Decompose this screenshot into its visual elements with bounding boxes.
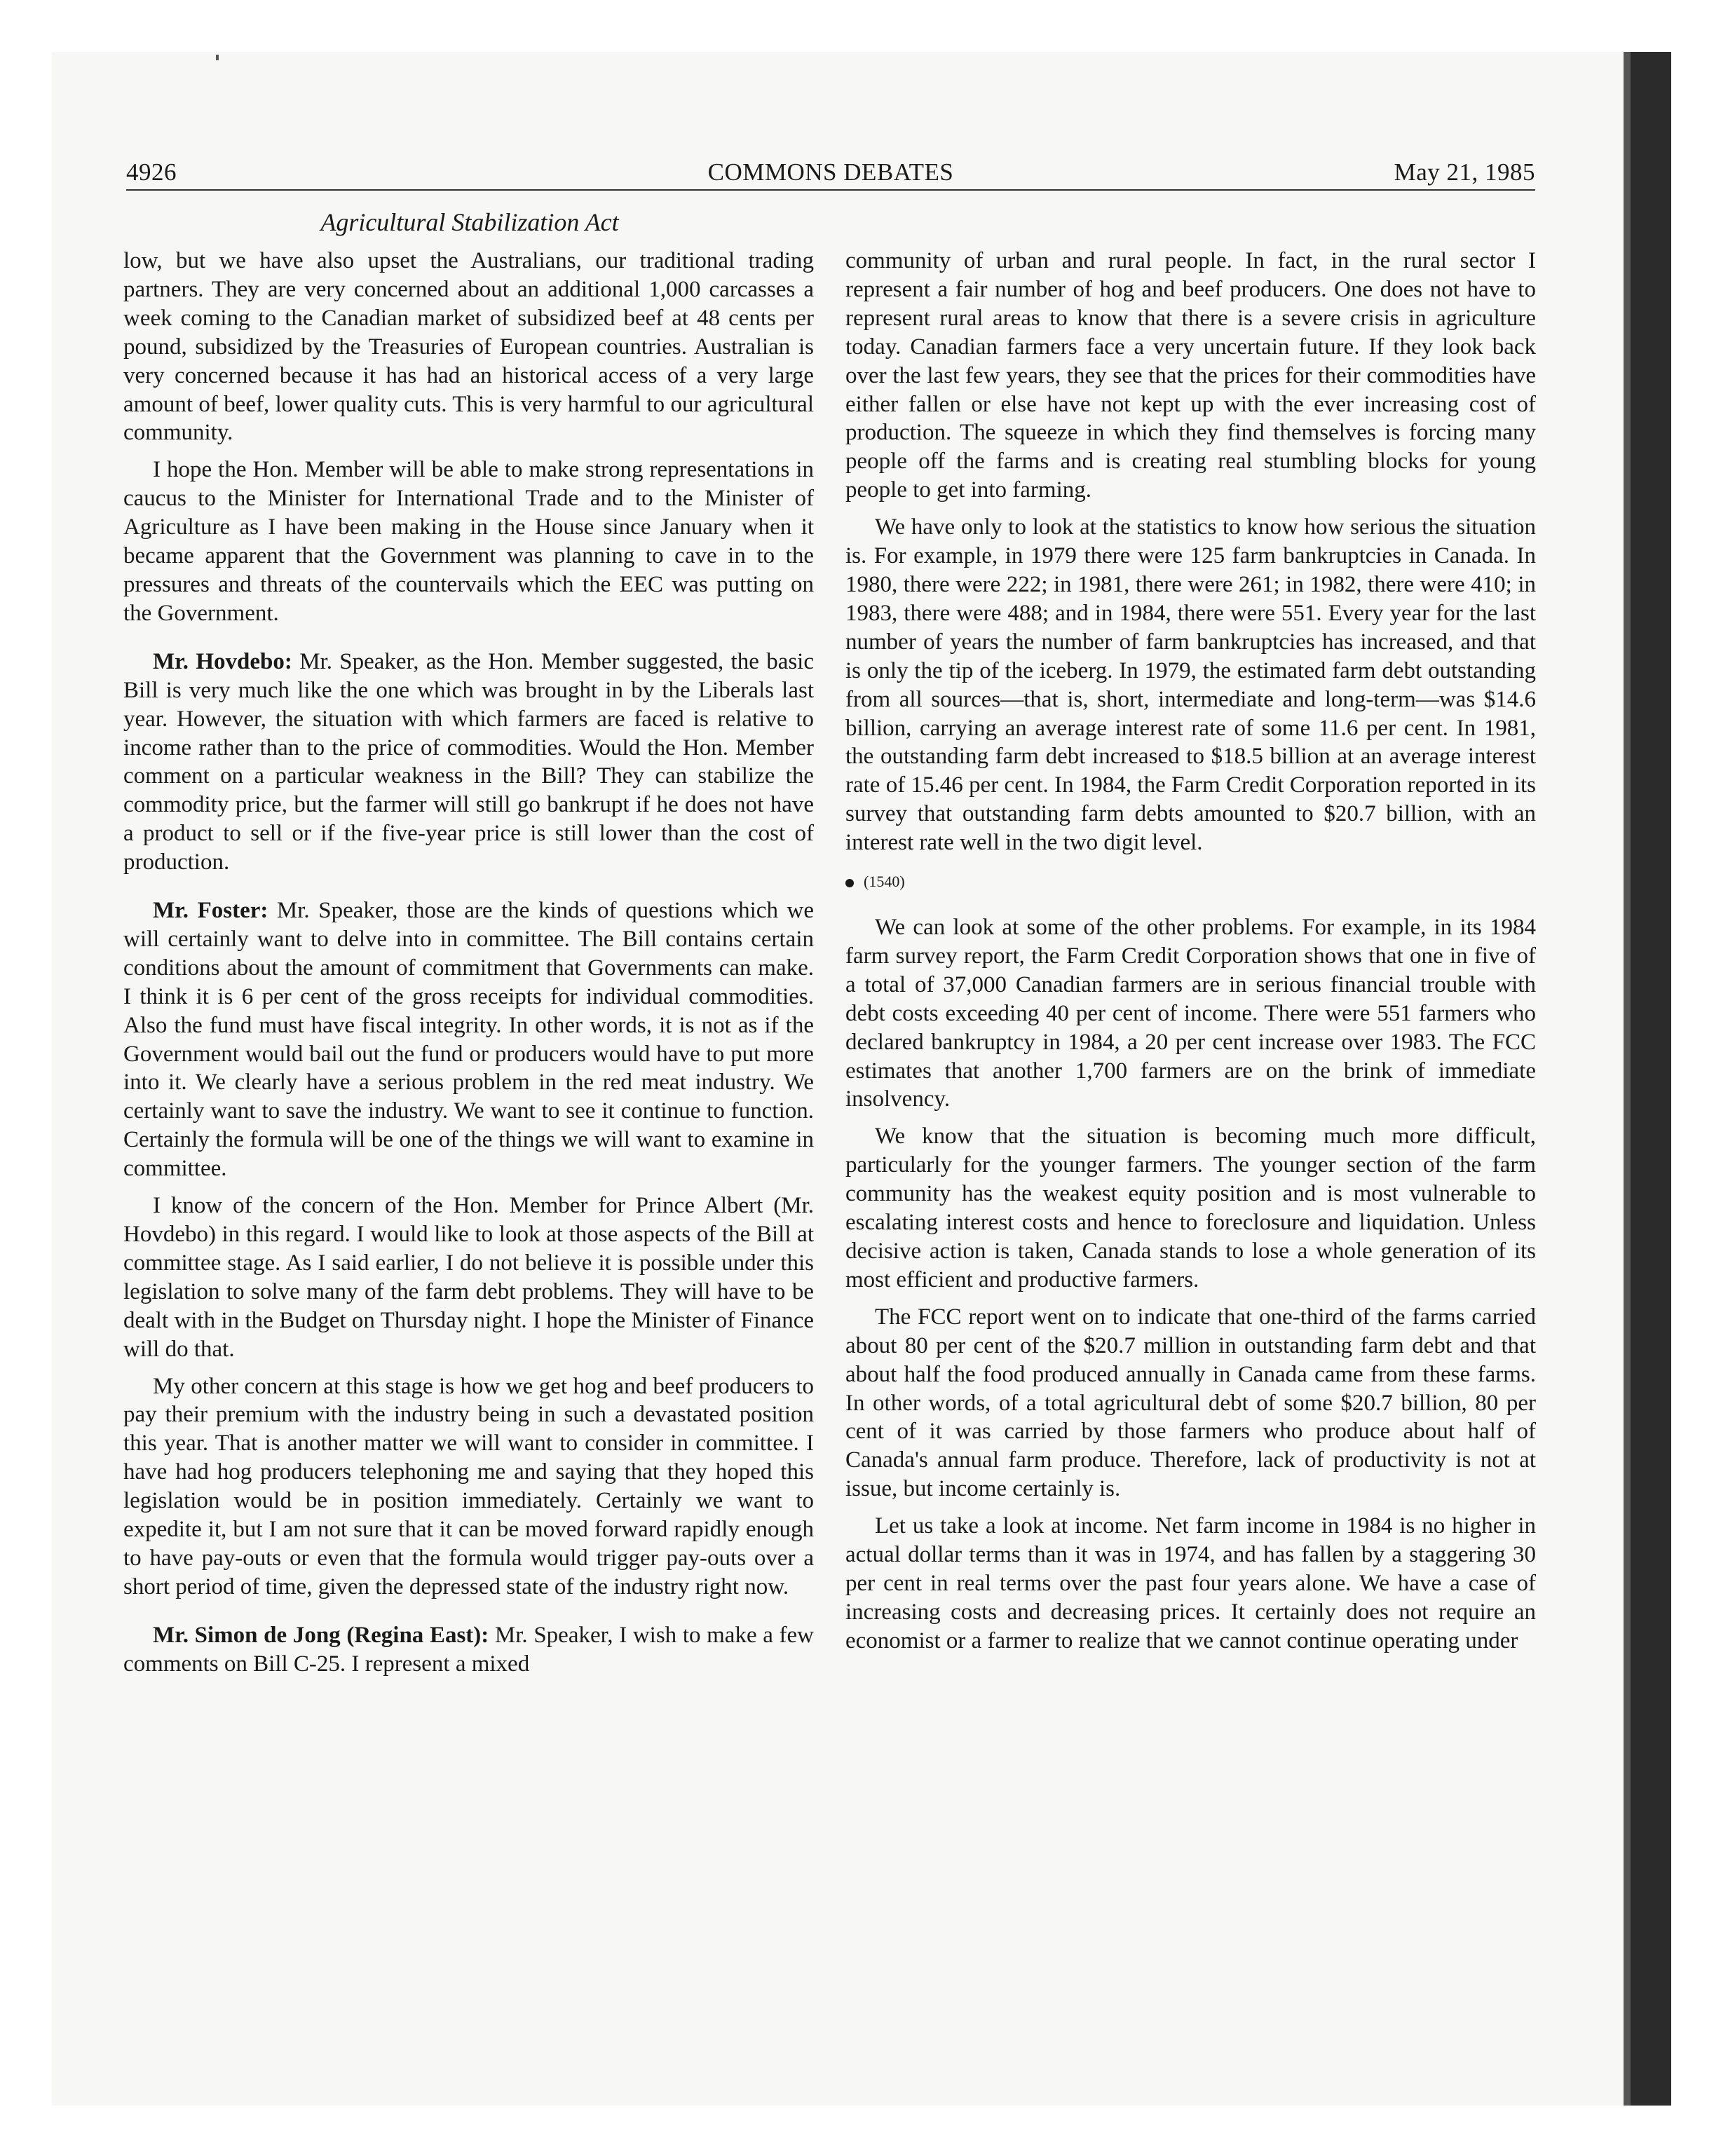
paragraph: We know that the situation is becoming much more difficult, particularly for the younger farmers. The younger section of the farm community has the weakest equity position and is most vulnerable to escalating interest costs and hence to foreclosure and liquidation. Unless decisive action is taken, Canada stands to lose a whole generation of its most efficient and productive farmers.	[845, 1124, 1536, 1292]
right-column	[845, 247, 1536, 1656]
speech-text: Mr. Speaker, as the Hon. Member suggested, the basic Bill is very much like the one which was brought in by the Liberals last year. However, the situation with which farmers are faced is relative to income rather than to the price of commodities. Would the Hon. Member comment on a particular weakness in the Bill? They can stabilize the commodity price, but the farmer will still go bankrupt if he does not have a product to sell or if the five-year price is still lower than the cost of production.	[123, 648, 814, 875]
paragraph: My other concern at this stage is how we get hog and beef producers to pay their premium with the industry being in such a devastated position this year. That is another matter we will want to consider in committee. I have had hog producers telephoning me and saying that they hoped this legislation would be in position immediately. Certainly we want to expedite it, but I am not sure that it can be moved forward rapidly enough to have pay-outs or even that the formula would trigger pay-outs over a short period of time, given the depressed state of the industry right now.	[123, 1373, 814, 1599]
speaker-name: Mr. Hovdebo:	[153, 648, 292, 674]
speech-paragraph	[123, 648, 814, 877]
paragraph: I know of the concern of the Hon. Member for Prince Albert (Mr. Hovdebo) in this regard. I would like to look at those aspects of the Bill at committee stage. As I said earlier, I do not believe it is possible under this legislation to solve many of the farm debt problems. They will have to be dealt with in the Budget on Thursday night. I hope the Minister of Finance will do that.	[123, 1193, 814, 1362]
left-column	[123, 247, 814, 1679]
speaker-name: Mr. Simon de Jong (Regina East):	[153, 1622, 489, 1648]
speech-text: Mr. Speaker, I wish to make a few comments on Bill C-25. I represent a mixed	[123, 1622, 814, 1677]
scan-speck	[216, 55, 219, 60]
scan-edge-highlight	[1624, 52, 1631, 2106]
paragraph: low, but we have also upset the Australians, our traditional trading partners. They are very concerned about an additional 1,000 carcasses a week coming to the Canadian market of subsidized beef at 48 cents per pound, subsidized by the Treasuries of European countries. Australian is very concerned because it has had an historical access of a very large amount of beef, lower quality cuts. This is very harmful to our agricultural community.	[123, 248, 814, 446]
bullet-icon	[845, 879, 854, 887]
paragraph: I hope the Hon. Member will be able to make strong representations in caucus to the Minister for International Trade and to the Minister of Agriculture as I have been making in the House since January when it became apparent that the Government was planning to cave in to the pressures and threats of the countervails which the EEC was putting on the Government.	[123, 457, 814, 626]
publication-date: May 21, 1985	[1394, 158, 1535, 186]
time-marker-text: (1540)	[864, 873, 905, 891]
running-header	[126, 157, 1535, 191]
paragraph: The FCC report went on to indicate that one-third of the farms carried about 80 per cent of the $20.7 million in outstanding farm debt and that about half the food produced annually in Canada came from these farms. In other words, of a total agricultural debt of some $20.7 billion, 80 per cent of it was carried by those farmers who produce about half of Canada's annual farm produce. Therefore, lack of productivity is not at issue, but income certainly is.	[845, 1304, 1536, 1502]
paragraph: We can look at some of the other problems. For example, in its 1984 farm survey report, the Farm Credit Corporation shows that one in five of a total of 37,000 Canadian farmers are in serious financial trouble with debt costs exceeding 40 per cent of income. There were 551 farmers who declared bankruptcy in 1984, a 20 per cent increase over 1983. The FCC estimates that another 1,700 farmers are on the brink of immediate insolvency.	[845, 915, 1536, 1112]
speaker-name: Mr. Foster:	[153, 898, 268, 924]
paragraph: We have only to look at the statistics to know how serious the situation is. For example, in 1979 there were 125 farm bankruptcies in Canada. In 1980, there were 222; in 1981, there were 261; in 1982, there were 410; in 1983, there were 488; and in 1984, there were 551. Every year for the last number of years the number of farm bankruptcies has increased, and that is only the tip of the iceberg. In 1979, the estimated farm debt outstanding from all sources—that is, short, intermediate and long-term—was $14.6 billion, carrying an average interest rate of some 11.6 per cent. In 1981, the outstanding farm debt increased to $18.5 billion at an average interest rate of 15.46 per cent. In 1984, the Farm Credit Corporation reported in its survey that outstanding farm debts amounted to $20.7 billion, with an interest rate well in the two digit level.	[845, 514, 1536, 856]
page-number: 4926	[126, 158, 177, 186]
scan-edge-strip	[1624, 52, 1671, 2106]
speech-paragraph	[123, 1621, 814, 1679]
section-title: Agricultural Stabilization Act	[320, 208, 619, 236]
paragraph: community of urban and rural people. In fact, in the rural sector I represent a fair number of hog and beef producers. One does not have to represent rural areas to know that there is a severe crisis in agriculture today. Canadian farmers face a very uncertain future. If they look back over the last few years, they see that the prices for their commodities have either fallen or else have not kept up with the ever increasing cost of production. The squeeze in which they find themselves is forcing many people off the farms and is creating real stumbling blocks for young people to get into farming.	[845, 248, 1536, 503]
speech-text: Mr. Speaker, those are the kinds of questions which we will certainly want to delve into in committee. The Bill contains certain conditions about the amount of commitment that Governments can make. I think it is 6 per cent of the gross receipts for individual commodities. Also the fund must have fiscal integrity. In other words, it is not as if the Government would bail out the fund or producers would have to put more into it. We clearly have a serious problem in the red meat industry. We certainly want to save the industry. We want to see it continue to function. Certainly the formula will be one of the things we will want to examine in committee.	[123, 898, 814, 1182]
speech-paragraph	[123, 896, 814, 1183]
paragraph: Let us take a look at income. Net farm income in 1984 is no higher in actual dollar terms than it was in 1974, and has fallen by a staggering 30 per cent in real terms over the past four years alone. We have a case of increasing costs and decreasing prices. It certainly does not require an economist or a farmer to realize that we cannot continue operating under	[845, 1513, 1536, 1653]
publication-title: COMMONS DEBATES	[707, 158, 954, 186]
time-marker	[845, 871, 1536, 892]
